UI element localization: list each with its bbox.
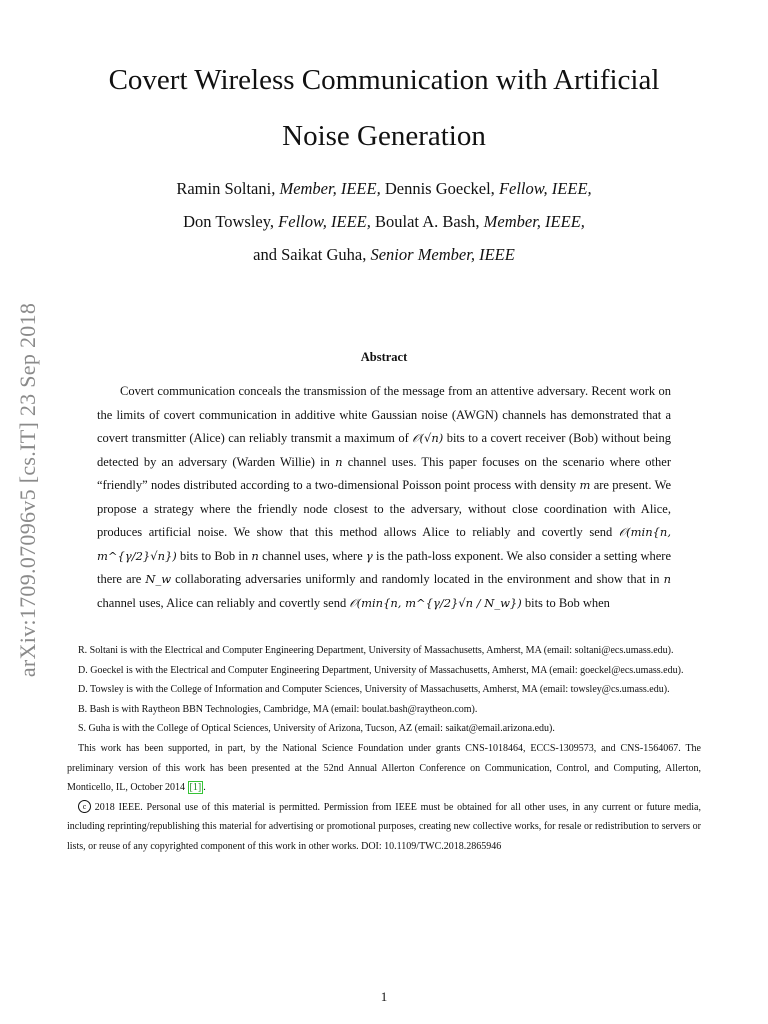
math-expression: 𝒪(√n): [412, 431, 444, 445]
footnote-goeckel: D. Goeckel is with the Electrical and Computer Engineering Department, University of Massachusetts, Amherst, MA (email: goeckel@ecs.umass.edu).: [78, 664, 684, 676]
title-line-1: Covert Wireless Communication with Artificial: [108, 64, 660, 96]
title-line-2: Noise Generation: [282, 120, 486, 152]
author-membership: Fellow, IEEE,: [498, 179, 592, 198]
footnote-bash: B. Bash is with Raytheon BBN Technologies, Cambridge, MA (email: boulat.bash@raytheon.com).: [78, 703, 478, 715]
author-name: and Saikat Guha,: [253, 245, 371, 264]
abstract-heading: Abstract: [360, 350, 408, 364]
author-name: Ramin Soltani,: [176, 179, 280, 198]
math-expression: γ: [365, 548, 373, 563]
copyright-icon: c: [78, 800, 91, 813]
author-membership: Fellow, IEEE,: [278, 212, 371, 231]
author-list: [60, 172, 708, 271]
footnote-guha: S. Guha is with the College of Optical Sciences, University of Arizona, Tucson, AZ (email: saikat@email.arizona.edu).: [78, 723, 555, 735]
author-membership: Member, IEEE,: [279, 179, 381, 198]
footnote-copyright: c 2018 IEEE. Personal use of this material is permitted. Permission from IEEE must be obtained for all other uses, in any current or future media, including reprinting/republishing this material for advertising or promotional purposes, creating new collective works, for resale or redistribution to servers or lists, or reuse of any copyrighted component of this work in other works. DOI: 10.1109/TWC.2018.2865946: [67, 801, 701, 852]
math-expression: 𝒪(min{n, m^{γ/2}√n / N_w}): [349, 595, 522, 610]
author-line-3: [60, 238, 708, 271]
author-line-2: [60, 205, 708, 238]
arxiv-identifier: arXiv:1709.07096v5 [cs.IT] 23 Sep 2018: [15, 302, 40, 678]
footnote-towsley: D. Towsley is with the College of Information and Computer Sciences, University of Massachusetts, Amherst, MA (email: towsley@cs.umass.edu).: [78, 684, 670, 696]
math-expression: n: [335, 454, 343, 469]
author-membership: Member, IEEE,: [483, 212, 585, 231]
footnote-soltani: R. Soltani is with the Electrical and Computer Engineering Department, University of Massachusetts, Amherst, MA (email: soltani@ecs.umass.edu).: [78, 645, 674, 656]
citation-link[interactable]: [1]: [189, 782, 202, 794]
footnotes: [67, 641, 701, 857]
page-number: 1: [380, 989, 388, 1004]
abstract-body: Covert communication conceals the transmission of the message from an attentive adversary. Recent work on the limits of covert communication in additive white Gaussian noise (AWGN) channels has demonstrated that a covert transmitter (Alice) can reliably transmit a maximum of 𝒪(√n) bits to a covert receiver (Bob) without being detected by an adversary (Warden Willie) in n channel uses. This paper focuses on the scenario where other “friendly” nodes distributed according to a two-dimensional Poisson point process with density m are present. We propose a strategy where the friendly node closest to the adversary, without close coordination with Alice, produces artificial noise. We show that this method allows Alice to reliably and covertly send 𝒪(min{n, m^{γ/2}√n}) bits to Bob in n channel uses, where γ is the path-loss exponent. We also consider a setting where there are N_w collaborating adversaries uniformly and randomly located in the environment and show that in n channel uses, Alice can reliably and covertly send 𝒪(min{n, m^{γ/2}√n / N_w}) bits to Bob when: [97, 384, 672, 610]
author-name: Boulat A. Bash,: [370, 212, 484, 231]
math-expression: n: [251, 548, 259, 563]
paper-title: [60, 52, 708, 164]
math-expression: 𝒪(min{n, m^{γ/2}√n}): [97, 525, 671, 563]
math-expression: N_w: [145, 572, 172, 586]
author-membership: Senior Member, IEEE: [370, 245, 515, 264]
math-expression: m: [579, 478, 591, 492]
author-name: Don Towsley,: [183, 212, 279, 231]
footnote-funding: This work has been supported, in part, by the National Science Foundation under grants CNS-1018464, ECCS-1309573, and CNS-1564067. The preliminary version of this work has been presented at the 52nd Annual Allerton Conference on Communication, Control, and Computing, Allerton, Monticello, IL, October 2014 [1] .: [67, 742, 701, 794]
math-expression: n: [663, 572, 671, 586]
arxiv-stamp: [14, 285, 42, 695]
author-line-1: [60, 172, 708, 205]
author-name: Dennis Goeckel,: [380, 179, 499, 198]
